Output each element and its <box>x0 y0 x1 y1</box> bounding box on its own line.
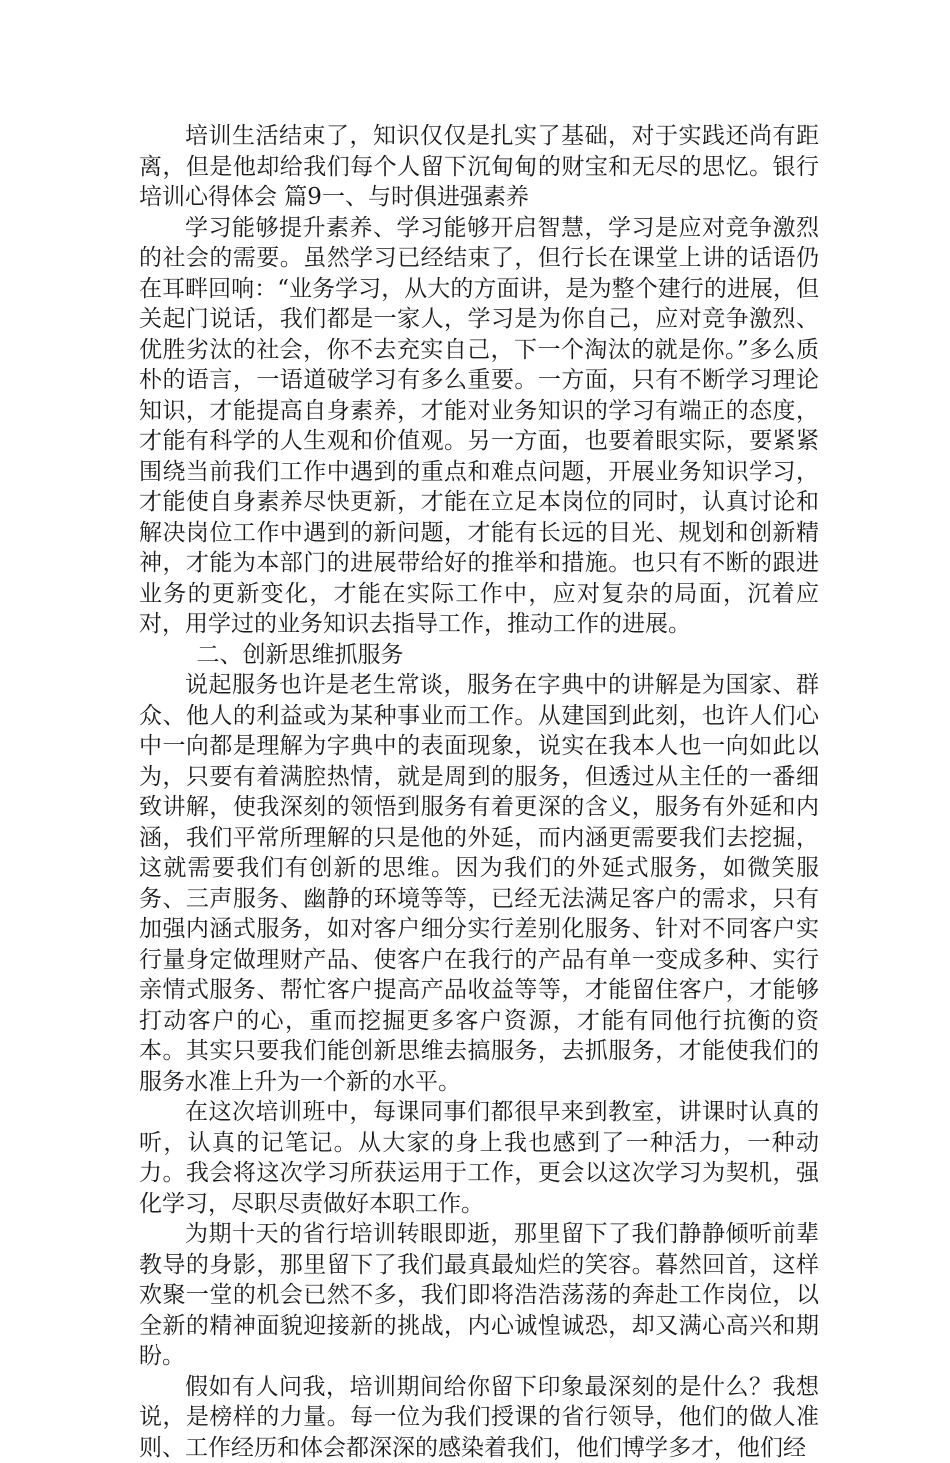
paragraph-class-attendance: 在这次培训班中，每课同事们都很早来到教室，讲课时认真的听，认真的记笔记。从大家的身上我也感到了一种活力，一种动力。我会将这次学习所获运用于工作，更会以这次学习为契机，强化学习，尽职尽责做好本职工作。 <box>139 1097 819 1219</box>
section-heading-innovation-service: 二、创新思维抓服务 <box>139 640 819 671</box>
paragraph-service: 说起服务也许是老生常谈，服务在字典中的讲解是为国家、群众、他人的利益或为某种事业而工作。从建国到此刻，也许人们心中一向都是理解为字典中的表面现象，说实在我本人也一向如此以为，只要有着满腔热情，就是周到的服务，但透过从主任的一番细致讲解，使我深刻的领悟到服务有着更深的含义，服务有外延和内涵，我们平常所理解的只是他的外延，而内涵更需要我们去挖掘，这就需要我们有创新的思维。因为我们的外延式服务，如微笑服务、三声服务、幽静的环境等等，已经无法满足客户的需求，只有加强内涵式服务，如对客户细分实行差别化服务、针对不同客户实行量身定做理财产品、使客户在我行的产品有单一变成多种、实行亲情式服务、帮忙客户提高产品收益等等，才能留住客户，才能够打动客户的心，重而挖掘更多客户资源，才能有同他行抗衡的资本。其实只要我们能创新思维去搞服务，去抓服务，才能使我们的服务水准上升为一个新的水平。 <box>139 670 819 1097</box>
paragraph-ten-days: 为期十天的省行培训转眼即逝，那里留下了我们静静倾听前辈教导的身影，那里留下了我们最真最灿烂的笑容。暮然回首，这样欢聚一堂的机会已然不多，我们即将浩浩荡荡的奔赴工作岗位，以全新的精神面貌迎接新的挑战，内心诚惶诚恐，却又满心高兴和期盼。 <box>139 1219 819 1372</box>
paragraph-training-end: 培训生活结束了，知识仅仅是扎实了基础，对于实践还尚有距离，但是他却给我们每个人留下沉甸甸的财宝和无尽的思忆。银行培训心得体会 篇9一、与时俱进强素养 <box>139 121 819 213</box>
paragraph-role-models: 假如有人问我，培训期间给你留下印象最深刻的是什么？我想说，是榜样的力量。每一位为我们授课的省行领导，他们的做人准则、工作经历和体会都深深的感染着我们，他们博学多才，他们经 <box>139 1372 819 1463</box>
paragraph-learning: 学习能够提升素养、学习能够开启智慧，学习是应对竞争激烈的社会的需要。虽然学习已经结束了，但行长在课堂上讲的话语仍在耳畔回响：“业务学习，从大的方面讲，是为整个建行的进展，但关起门说话，我们都是一家人，学习是为你自己，应对竞争激烈、优胜劣汰的社会，你不去充实自己，下一个淘汰的就是你。”多么质朴的语言，一语道破学习有多么重要。一方面，只有不断学习理论知识，才能提高自身素养，才能对业务知识的学习有端正的态度，才能有科学的人生观和价值观。另一方面，也要着眼实际，要紧紧围绕当前我们工作中遇到的重点和难点问题，开展业务知识学习，才能使自身素养尽快更新，才能在立足本岗位的同时，认真讨论和解决岗位工作中遇到的新问题，才能有长远的目光、规划和创新精神，才能为本部门的进展带给好的推举和措施。也只有不断的跟进业务的更新变化，才能在实际工作中，应对复杂的局面，沉着应对，用学过的业务知识去指导工作，推动工作的进展。 <box>139 213 819 640</box>
document-page <box>139 121 819 1463</box>
